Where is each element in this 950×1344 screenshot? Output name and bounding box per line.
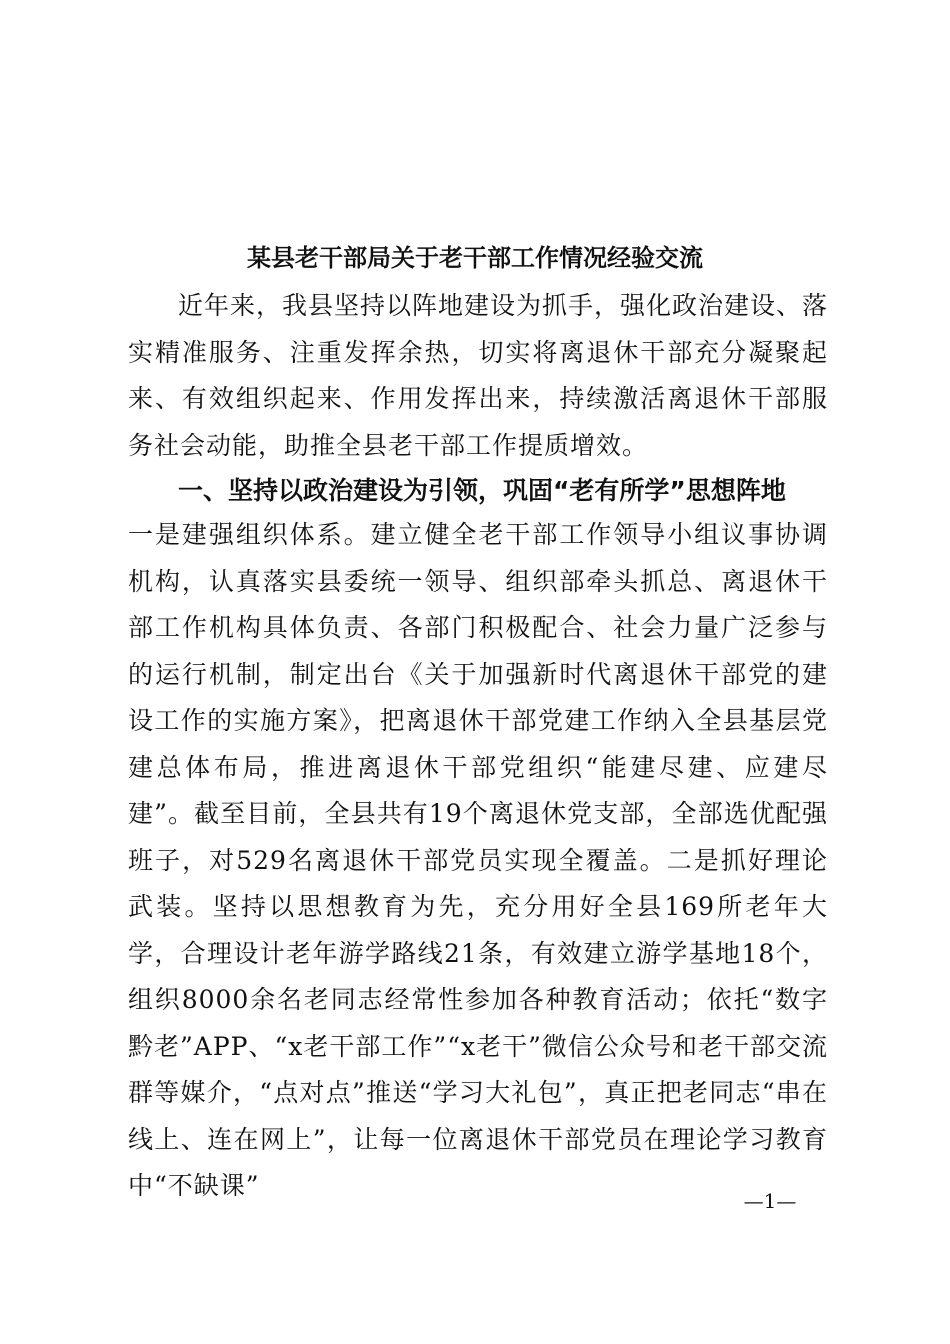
section-1-paragraph: 一是建强组织体系。建立健全老干部工作领导小组议事协调机构，认真落实县委统一领导、组织部牵头抓总、离退休干部工作机构具体负责、各部门积极配合、社会力量广泛参与的运行机制，制定出台《关于加强新时代离退休干部党的建设工作的实施方案》，把离退休干部党建工作纳入全县基层党建总体布局，推进离退休干部党组织“能建尽建、应建尽建”。截至目前，全县共有19个离退休党支部，全部选优配强班子，对529名离退休干部党员实现全覆盖。二是抓好理论武装。坚持以思想教育为先，充分用好全县169所老年大学，合理设计老年游学路线21条，有效建立游学基地18个，组织8000余名老同志经常性参加各种教育活动；依托“数字黔老”APP、“x老干部工作”“x老干”微信公众号和老干部交流群等媒介，“点对点”推送“学习大礼包”，真正把老同志“串在线上、连在网上”，让每一位离退休干部党员在理论学习教育中“不缺课” (128, 520, 828, 1200)
intro-paragraph: 近年来，我县坚持以阵地建设为抓手，强化政治建设、落实精准服务、注重发挥余热，切实将离退休干部充分凝聚起来、有效组织起来、作用发挥出来，持续激活离退休干部服务社会动能，助推全县老干部工作提质增效。 (128, 291, 829, 460)
page-number: —1— (743, 1189, 797, 1213)
document-title: 某县老干部局关于老干部工作情况经验交流 (247, 243, 703, 272)
section-heading-1: 一、坚持以政治建设为引领，巩固“老有所学”思想阵地 (178, 476, 786, 505)
